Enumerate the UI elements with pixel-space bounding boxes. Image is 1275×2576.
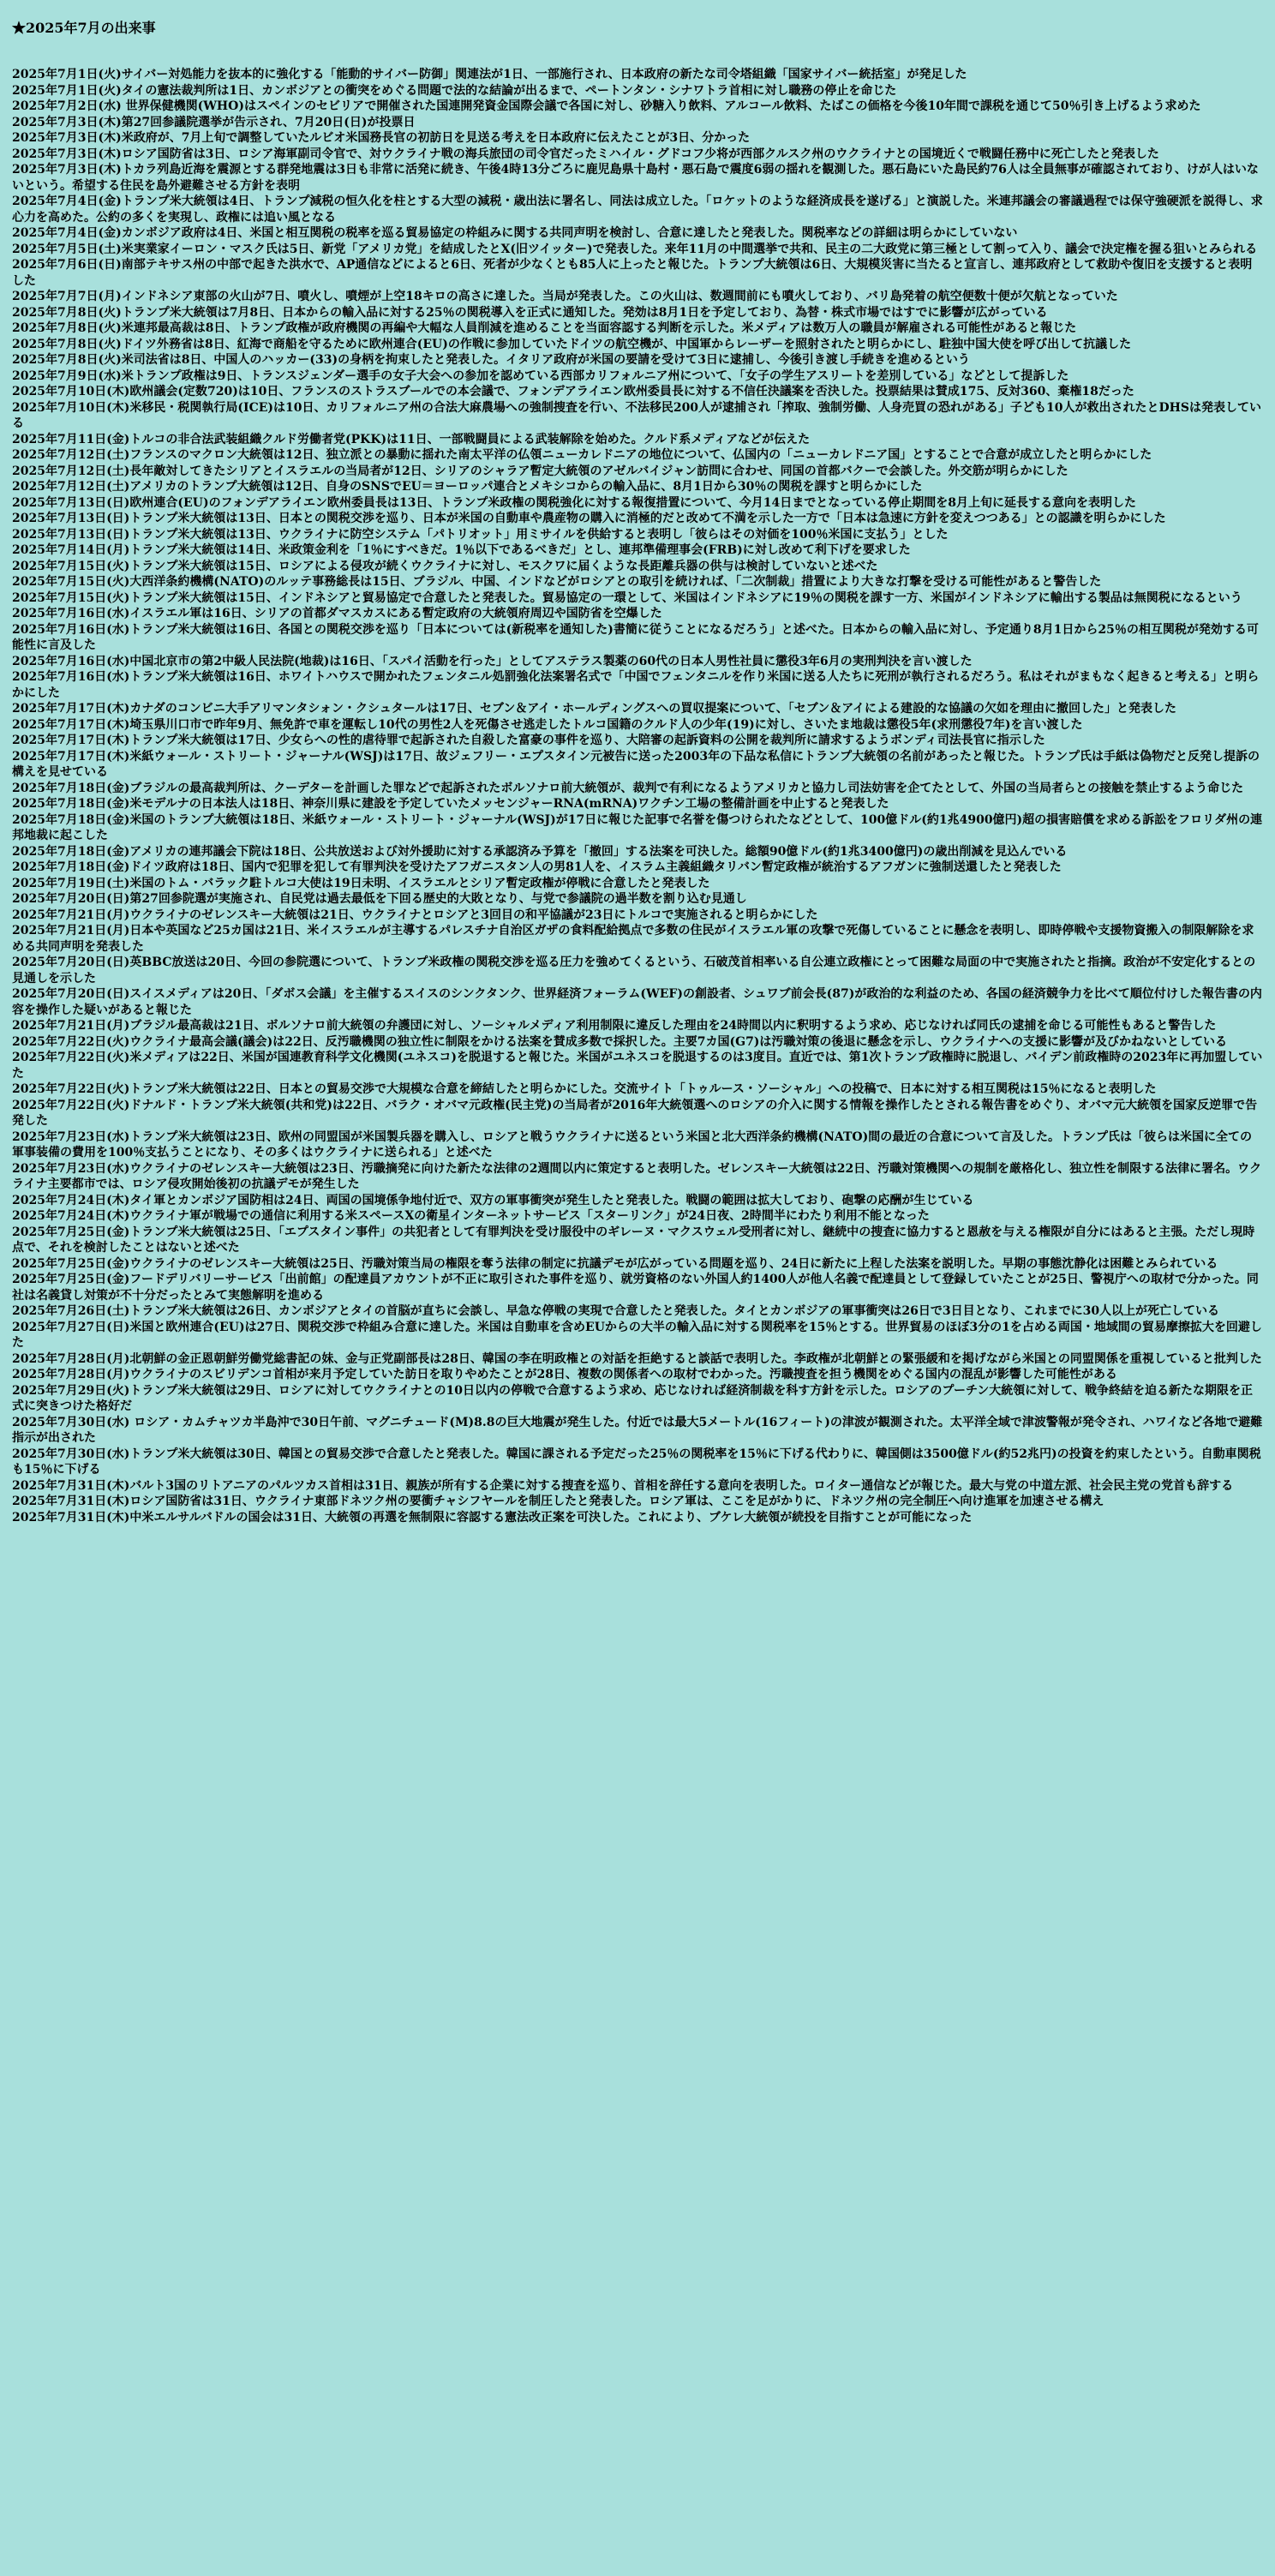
- event-entry: 2025年7月28日(月)ウクライナのスビリデンコ首相が来月予定していた訪日を取りやめたことが28日、複数の関係者への取材でわかった。汚職捜査を担う機関をめぐる国内の混乱が影響した可能性がある: [12, 1368, 1117, 1381]
- event-entry: 2025年7月3日(木)ロシア国防省は3日、ロシア海軍副司令官で、対ウクライナ戦の海兵旅団の司令官だったミハイル・グドコフ少将が西部クルスク州のウクライナとの国境近くで戦闘任務中に死亡したと発表した: [12, 147, 1159, 161]
- event-entry: 2025年7月4日(金)カンボジア政府は4日、米国と相互関税の税率を巡る貿易協定の枠組みに関する共同声明を検討し、合意に達したと発表した。関税率などの詳細は明らかにしていない: [12, 226, 1018, 240]
- event-entry: 2025年7月16日(水)中国北京市の第2中級人民法院(地裁)は16日、「スパイ活動を行った」としてアステラス製薬の60代の日本人男性社員に懲役3年6月の実刑判決を言い渡した: [12, 654, 973, 668]
- event-entry: 2025年7月24日(木)タイ軍とカンボジア国防相は24日、両国の国境係争地付近で、双方の軍事衝突が発生したと発表した。戦闘の範囲は拡大しており、砲撃の応酬が生じている: [12, 1193, 974, 1207]
- event-entry: 2025年7月8日(火)米司法省は8日、中国人のハッカー(33)の身柄を拘束したと発表した。イタリア政府が米国の要請を受けて3日に逮捕し、今後引き渡し手続きを進めるという: [12, 353, 970, 367]
- event-entry: 2025年7月22日(火)トランプ米大統領は22日、日本との貿易交渉で大規模な合意を締結したと明らかにした。交流サイト「トゥルース・ソーシャル」への投稿で、日本に対する相互関税は15％になると表明した: [12, 1082, 1157, 1096]
- event-entry: 2025年7月17日(木)トランプ米大統領は17日、少女らへの性的虐待罪で起訴された自殺した富豪の事件を巡り、大陪審の起訴資料の公開を裁判所に請求するようボンディ司法長官に指示した: [12, 734, 1045, 747]
- event-entry: 2025年7月10日(木)欧州議会(定数720)は10日、フランスのストラスブールでの本会議で、フォンデアライエン欧州委員長に対する不信任決議案を否決した。投票結果は賛成175、反対360、棄権18だった: [12, 385, 1134, 398]
- event-entry: 2025年7月22日(火)ドナルド・トランプ米大統領(共和党)は22日、バラク・オバマ元政権(民主党)の当局者が2016年大統領選へのロシアの介入に関する情報を操作したとされる報告書をめぐり、オバマ元大統領を国家反逆罪で告発した: [12, 1098, 1258, 1128]
- event-entry: 2025年7月16日(水)トランプ米大統領は16日、ホワイトハウスで開かれたフェンタニル処罰強化法案署名式で「中国でフェンタニルを作り米国に送る人たちに死刑が執行されるだろう。私はそれがまもなく起きると考える」と明らかにした: [12, 670, 1260, 700]
- event-entry: 2025年7月22日(火)米メディアは22日、米国が国連教育科学文化機関(ユネスコ)を脱退すると報じた。米国がユネスコを脱退するのは3度目。直近では、第1次トランプ政権時に脱退し、バイデン前政権時の2023年に再加盟していた: [12, 1051, 1263, 1081]
- event-list: [12, 67, 1263, 1525]
- event-entry: 2025年7月4日(金)トランプ米大統領は4日、トランプ減税の恒久化を柱とする大型の減税・歳出法に署名し、同法は成立した。「ロケットのような経済成長を遂げる」と演説した。米連邦議会の審議過程では保守強硬派を説得し、求心力を高めた。公約の多くを実現し、政権には追い風となる: [12, 195, 1263, 225]
- event-entry: 2025年7月15日(火)トランプ米大統領は15日、ロシアによる侵攻が続くウクライナに対し、モスクワに届くような長距離兵器の供与は検討していないと述べた: [12, 559, 878, 573]
- event-entry: 2025年7月20日(日)第27回参院選が実施され、自民党は過去最低を下回る歴史的大敗となり、与党で参議院の過半数を割り込む見通し: [12, 892, 747, 906]
- event-entry: 2025年7月10日(木)米移民・税関執行局(ICE)は10日、カリフォルニア州の合法大麻農場への強制捜査を行い、不法移民200人が逮捕され「搾取、強制労働、人身売買の恐れがある」子ども10人が救出されたとDHSは発表している: [12, 400, 1262, 430]
- event-entry: 2025年7月20日(日)英BBC放送は20日、今回の参院選について、トランプ米政権の関税交渉を巡る圧力を強めてくるという、石破茂首相率いる自公連立政権にとって困難な局面の中で実施されたと指摘。政治が不安定化するとの見通しを示した: [12, 956, 1256, 985]
- event-entry: 2025年7月3日(木)米政府が、7月上旬で調整していたルビオ米国務長官の初訪日を見送る考えを日本政府に伝えたことが3日、分かった: [12, 131, 751, 145]
- event-entry: 2025年7月7日(月)インドネシア東部の火山が7日、噴火し、噴煙が上空18キロの高さに達した。当局が発表した。この火山は、数週間前にも噴火しており、バリ島発着の航空便数十便が欠航となっていた: [12, 290, 1118, 303]
- event-entry: 2025年7月17日(木)埼玉県川口市で昨年9月、無免許で車を運転し10代の男性2人を死傷させ逃走したトルコ国籍のクルド人の少年(19)に対し、さいたま地裁は懲役5年(求刑懲役7年)を言い渡した: [12, 717, 1083, 732]
- event-entry: 2025年7月30日(水)トランプ米大統領は30日、韓国との貿易交渉で合意したと発表した。韓国に課される予定だった25％の関税率を15％に下げる代わりに、韓国側は3500億ドル(約52兆円)の投資を約束したという。自動車関税も15％に下げる: [12, 1447, 1261, 1477]
- event-entry: 2025年7月15日(火)トランプ米大統領は15日、インドネシアと貿易協定で合意したと発表した。貿易協定の一環として、米国はインドネシアに19％の関税を課す一方、米国がインドネシアに輸出する製品は無関税になるという: [12, 590, 1242, 605]
- event-entry: 2025年7月5日(土)米実業家イーロン・マスク氏は5日、新党「アメリカ党」を結成したとX(旧ツイッター)で発表した。来年11月の中間選挙で共和、民主の二大政党に第三極として割って入り、議会で決定権を握る狙いとみられる: [12, 242, 1258, 256]
- event-entry: 2025年7月8日(火)米連邦最高裁は8日、トランプ政権が政府機関の再編や大幅な人員削減を進めることを当面容認する判断を示した。米メディアは数万人の職員が解雇される可能性があると報じた: [12, 321, 1077, 335]
- event-entry: 2025年7月3日(木)トカラ列島近海を震源とする群発地震は3日も非常に活発に続き、午後4時13分ごろに鹿児島県十島村・悪石島で震度6弱の揺れを観測した。悪石島にいた島民約76人は全員無事が確認されており、けが人はいないという。希望する住民を島外避難させる方針を表明: [12, 163, 1259, 193]
- document-title: ★2025年7月の出来事: [12, 20, 156, 36]
- event-entry: 2025年7月17日(木)カナダのコンビニ大手アリマンタシォン・クシュタールは17日、セブン＆アイ・ホールディングスへの買収提案について、「セブン＆アイによる建設的な協議の欠如を理由に撤回した」と発表した: [12, 702, 1176, 716]
- event-entry: 2025年7月1日(火)タイの憲法裁判所は1日、カンボジアとの衝突をめぐる問題で法的な結論が出るまで、ペートンタン・シナワトラ首相に対し職務の停止を命じた: [12, 83, 897, 98]
- event-entry: 2025年7月18日(金)ドイツ政府は18日、国内で犯罪を犯して有罪判決を受けたアフガニスタン人の男81人を、イスラム主義組織タリバン暫定政権が統治するアフガンに強制送還したと発表した: [12, 860, 1062, 874]
- event-entry: 2025年7月18日(金)アメリカの連邦議会下院は18日、公共放送および対外援助に対する承認済み予算を「撤回」する法案を可決した。総額90億ドル(約1兆3400億円)の歳出削減を見込んでいる: [12, 844, 1068, 859]
- event-entry: 2025年7月21日(月)ブラジル最高裁は21日、ボルソナロ前大統領の弁護団に対し、ソーシャルメディア利用制限に違反した理由を24時間以内に釈明するよう求め、応じなければ同氏の逮捕を命じる可能性もあると警告した: [12, 1019, 1217, 1033]
- event-entry: 2025年7月8日(火)ドイツ外務省は8日、紅海で商船を守るために欧州連合(EU)の作戦に参加していたドイツの航空機が、中国軍からレーザーを照射されたと明らかにし、駐独中国大使を呼び出して抗議した: [12, 337, 1132, 351]
- event-entry: 2025年7月26日(土)トランプ米大統領は26日、カンボジアとタイの首脳が直ちに会談し、早急な停戦の実現で合意したと発表した。タイとカンボジアの軍事衝突は26日で3日目となり、これまでに30人以上が死亡している: [12, 1304, 1220, 1318]
- event-entry: 2025年7月3日(木)第27回参議院選挙が告示され、7月20日(日)が投票日: [12, 115, 416, 129]
- event-entry: 2025年7月11日(金)トルコの非合法武装組織クルド労働者党(PKK)は11日、一部戦闘員による武装解除を始めた。クルド系メディアなどが伝えた: [12, 432, 811, 446]
- event-entry: 2025年7月22日(火)ウクライナ最高会議(議会)は22日、反汚職機関の独立性に制限をかける法案を賛成多数で採択した。主要7カ国(G7)は汚職対策の後退に懸念を示し、ウクライナへの支援に影響が及びかねないとしている: [12, 1034, 1228, 1049]
- event-entry: 2025年7月31日(木)ロシア国防省は31日、ウクライナ東部ドネツク州の要衝チャシフヤールを制圧したと発表した。ロシア軍は、ここを足がかりに、ドネツク州の完全制圧へ向け進軍を加速させる構え: [12, 1495, 1104, 1508]
- event-entry: 2025年7月29日(火)トランプ米大統領は29日、ロシアに対してウクライナとの10日以内の停戦で合意するよう求め、応じなければ経済制裁を科す方針を示した。ロシアのプーチン大統領に対して、戦争終結を迫る新たな期限を正式に突きつけた格好だ: [12, 1383, 1254, 1413]
- event-entry: 2025年7月31日(木)バルト3国のリトアニアのパルツカス首相は31日、親族が所有する企業に対する捜査を巡り、首相を辞任する意向を表明した。ロイター通信などが報じた。最大与党の中道左派、社会民主党の党首も辞する: [12, 1478, 1234, 1493]
- event-entry: 2025年7月12日(土)フランスのマクロン大統領は12日、独立派との暴動に揺れた南太平洋の仏領ニューカレドニアの地位について、仏国内の「ニューカレドニア国」とすることで合意が成立したと明らかにした: [12, 448, 1152, 462]
- event-entry: 2025年7月12日(土)長年敵対してきたシリアとイスラエルの当局者が12日、シリアのシャラア暫定大統領のアゼルバイジャン訪問に合わせ、同国の首都バクーで会談した。外交筋が明らかにした: [12, 464, 1068, 478]
- event-entry: 2025年7月24日(木)ウクライナ軍が戦場での通信に利用する米スペースXの衛星インターネットサービス「スターリンク」が24日夜、2時間半にわたり利用不能となった: [12, 1209, 930, 1223]
- event-entry: 2025年7月13日(日)トランプ米大統領は13日、ウクライナに防空システム「パトリオット」用ミサイルを供給すると表明し「彼らはその対価を100％米国に支払う」とした: [12, 527, 949, 542]
- event-entry: 2025年7月18日(金)米モデルナの日本法人は18日、神奈川県に建設を予定していたメッセンジャーRNA(mRNA)ワクチン工場の整備計画を中止すると発表した: [12, 797, 889, 811]
- event-entry: 2025年7月19日(土)米国のトム・バラック駐トルコ大使は19日未明、イスラエルとシリア暫定政権が停戦に合意したと発表した: [12, 876, 710, 890]
- event-entry: 2025年7月16日(水)トランプ米大統領は16日、各国との関税交渉を巡り「日本については(新税率を通知した)書簡に従うことになるだろう」と述べた。日本からの輸入品に対し、予定通り8月1日から25％の相互関税が発効する可能性に言及した: [12, 622, 1259, 652]
- event-entry: 2025年7月15日(火)大西洋条約機構(NATO)のルッテ事務総長は15日、ブラジル、中国、インドなどがロシアとの取引を続ければ、「二次制裁」措置により大きな打撃を受ける可能性があると警告した: [12, 575, 1102, 589]
- event-entry: 2025年7月21日(月)ウクライナのゼレンスキー大統領は21日、ウクライナとロシアと3回目の和平協議が23日にトルコで実施されると明らかにした: [12, 908, 818, 922]
- event-entry: 2025年7月25日(金)トランプ米大統領は25日、「エプスタイン事件」の共犯者として有罪判決を受け服役中のギレーヌ・マクスウェル受刑者に対し、継続中の捜査に協力すると恩赦を与える権限が自分にはあると主張。ただし現時点で、それを検討したことはないと述べた: [12, 1225, 1255, 1255]
- event-entry: 2025年7月1日(火)サイバー対処能力を抜本的に強化する「能動的サイバー防御」関連法が1日、一部施行され、日本政府の新たな司令塔組織「国家サイバー統括室」が発足した: [12, 68, 967, 81]
- event-entry: 2025年7月30日(水) ロシア・カムチャツカ半島沖で30日午前、マグニチュード(M)8.8の巨大地震が発生した。付近では最大5メートル(16フィート)の津波が観測された。太平洋全域で津波警報が発令され、ハワイなど各地で避難指示が出された: [12, 1415, 1263, 1445]
- event-entry: 2025年7月9日(水)米トランプ政権は9日、トランスジェンダー選手の女子大会への参加を認めている西部カリフォルニア州について、「女子の学生アスリートを差別している」などとして提訴した: [12, 368, 1069, 383]
- event-entry: 2025年7月31日(木)中米エルサルバドルの国会は31日、大統領の再選を無制限に容認する憲法改正案を可決した。これにより、ブケレ大統領が続投を目指すことが可能になった: [12, 1510, 973, 1525]
- event-entry: 2025年7月23日(水)ウクライナのゼレンスキー大統領は23日、汚職摘発に向けた新たな法律の2週間以内に策定すると表明した。ゼレンスキー大統領は22日、汚職対策機関への規制を厳格化し、独立性を制限する法律に署名。ウクライナ主要都市では、ロシア侵攻開始後初の抗議デモが発生した: [12, 1161, 1262, 1191]
- event-entry: 2025年7月13日(日)欧州連合(EU)のフォンデアライエン欧州委員長は13日、トランプ米政権の関税強化に対する報復措置について、今月14日までとなっている停止期間を8月上旬に延長する意向を表明した: [12, 495, 1137, 510]
- event-entry: 2025年7月14日(月)トランプ米大統領は14日、米政策金利を「1％にすべきだ。1％以下であるべきだ」とし、連邦準備理事会(FRB)に対し改めて利下げを要求した: [12, 543, 911, 557]
- event-entry: 2025年7月12日(土)アメリカのトランプ大統領は12日、自身のSNSでEU＝ヨーロッパ連合とメキシコからの輸入品に、8月1日から30％の関税を課すと明らかにした: [12, 480, 923, 494]
- event-entry: 2025年7月28日(月)北朝鮮の金正恩朝鮮労働党総書記の妹、金与正党副部長は28日、韓国の李在明政権との対話を拒絶すると談話で表明した。李政権が北朝鮮との緊張緩和を掲げながら米国との同盟関係を重視していると批判した: [12, 1351, 1262, 1366]
- event-entry: 2025年7月27日(日)米国と欧州連合(EU)は27日、関税交渉で枠組み合意に達した。米国は自動車を含めEUからの大半の輸入品に対する関税率を15％とする。世界貿易のほぼ3分の1を占める両国・地域間の貿易摩擦拡大を回避した: [12, 1320, 1262, 1350]
- event-entry: 2025年7月25日(金)フードデリバリーサービス「出前館」の配達員アカウントが不正に取引された事件を巡り、就労資格のない外国人約1400人が他人名義で配達員として登録していたことが25日、警視庁への取材で分かった。同社は名義貸し対策が不十分だったとみて実態解明を進める: [12, 1273, 1259, 1303]
- event-entry: 2025年7月25日(金)ウクライナのゼレンスキー大統領は25日、汚職対策当局の権限を奪う法律の制定に抗議デモが広がっている問題を巡り、24日に新たに上程した法案を説明した。早期の事態沈静化は困難とみられている: [12, 1256, 1218, 1271]
- event-entry: 2025年7月20日(日)スイスメディアは20日、「ダボス会議」を主催するスイスのシンクタンク、世界経済フォーラム(WEF)の創設者、シュワブ前会長(87)が政治的な利益のため、各国の経済競争力を比べて順位付けした報告書の内容を操作した疑いがあると報じた: [12, 987, 1262, 1017]
- event-entry: 2025年7月18日(金)ブラジルの最高裁判所は、クーデターを計画した罪などで起訴されたボルソナロ前大統領が、裁判で有利になるようアメリカと協力し司法妨害を企てたとして、外国の当局者らとの接触を禁止するよう命じた: [12, 781, 1244, 795]
- event-entry: 2025年7月6日(日)南部テキサス州の中部で起きた洪水で、AP通信などによると6日、死者が少なくとも85人に上ったと報じた。トランプ大統領は6日、大規模災害に当たると宣言し、連邦政府として救助や復旧を支援すると表明した: [12, 258, 1253, 288]
- event-entry: 2025年7月21日(月)日本や英国など25カ国は21日、米イスラエルが主導するパレスチナ自治区ガザの食料配給拠点で多数の住民がイスラエル軍の攻撃で死傷していることに懸念を表明し、即時停戦や支援物資搬入の制限解除を求める共同声明を発表した: [12, 924, 1254, 954]
- event-entry: 2025年7月18日(金)米国のトランプ大統領は18日、米紙ウォール・ストリート・ジャーナル(WSJ)が17日に報じた記事で名誉を傷つけられたなどとして、100億ドル(約1兆4900億円)超の損害賠償を求める訴訟をフロリダ州の連邦地裁に起こした: [12, 812, 1263, 842]
- event-entry: 2025年7月2日(水) 世界保健機関(WHO)はスペインのセビリアで開催された国連開発資金国際会議で各国に対し、砂糖入り飲料、アルコール飲料、たばこの価格を今後10年間で課税を通じて50％引き上げるよう求めた: [12, 99, 1201, 113]
- event-entry: 2025年7月17日(木)米紙ウォール・ストリート・ジャーナル(WSJ)は17日、故ジェフリー・エプスタイン元被告に送った2003年の下品な私信にトランプ大統領の名前があったと報じた。トランプ氏は手紙は偽物だと反発し提訴の構えを見せている: [12, 749, 1260, 779]
- event-entry: 2025年7月23日(水)トランプ米大統領は23日、欧州の同盟国が米国製兵器を購入し、ロシアと戦うウクライナに送るという米国と北大西洋条約機構(NATO)間の最近の合意について言及した。トランプ氏は「彼らは米国に全ての軍事装備の費用を100％支払うことになり、その多くはウクライナに送られる」と述べた: [12, 1129, 1252, 1159]
- event-entry: 2025年7月13日(日)トランプ米大統領は13日、日本との関税交渉を巡り、日本が米国の自動車や農産物の購入に消極的だと改めて不満を示した一方で「日本は急速に方針を変えつつある」との認識を明らかにした: [12, 512, 1166, 525]
- event-entry: 2025年7月8日(火)トランプ米大統領は7月8日、日本からの輸入品に対する25％の関税導入を正式に通知した。発効は8月1日を予定しており、為替・株式市場ではすでに影響が広がっている: [12, 305, 1048, 320]
- event-entry: 2025年7月16日(水)イスラエル軍は16日、シリアの首都ダマスカスにある暫定政府の大統領府周辺や国防省を空爆した: [12, 607, 662, 620]
